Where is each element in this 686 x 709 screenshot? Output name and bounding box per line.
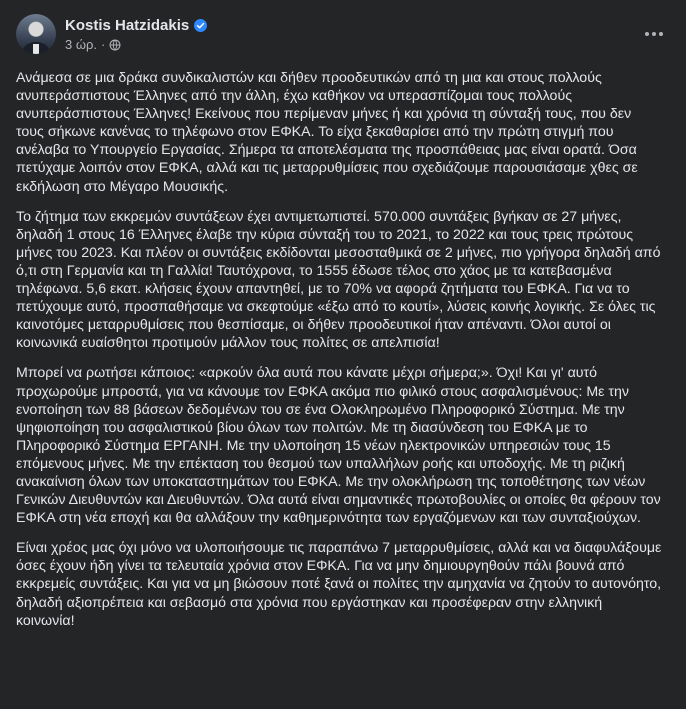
post-paragraph-4: Είναι χρέος μας όχι μόνο να υλοποιήσουμε τις παραπάνω 7 μεταρρυθμίσεις, αλλά και να διαφυλάξουμε όσες έχουν ήδη γίνει τα τελευταία χρόνια στον ΕΦΚΑ. Για να μην δημιουργηθούν πάλι βουνά από εκκρεμείς συντάξεις. Και για να μη βιώσουν ποτέ ξανά οι πολίτες την αμηχανία να ζητούν το αυτονόητο, δηλαδή αξιοπρέπεια και σεβασμό στα χρόνια που εργάστηκαν και προσέφεραν στην ελληνική κοινωνία! <box>16 540 662 629</box>
more-dot <box>652 32 656 36</box>
post-paragraph-2: Το ζήτημα των εκκρεμών συντάξεων έχει αντιμετωπιστεί. 570.000 συντάξεις βγήκαν σε 27 μήνες, δηλαδή 1 στους 16 Έλληνες έλαβε την κύρια σύνταξή του το 2021, το 2022 και τους τρεις πρώτους μήνες του 2023. Και πλέον οι συντάξεις εκδίδονται μεσοσταθμικά σε 2 μήνες, πιο γρήγορα δηλαδή από ό,τι στη Γερμανία και τη Γαλλία! Ταυτόχρονα, το 1555 έδωσε τέλος στο χάος με τα κατεβασμένα τηλέφωνα. 5,6 εκατ. κλήσεις έχουν απαντηθεί, με το 70% να αφορά ζητήματα του ΕΦΚΑ. Για να το πετύχουμε αυτό, προσπαθήσαμε να σκεφτούμε «έξω από το κουτί», λύσεις κοινής λογικής. Σε όλες τις καινοτόμες μεταρρυθμίσεις που θεσπίσαμε, οι δήθεν προοδευτικοί ήταν απέναντι. Όλοι αυτοί οι κοινωνικά ευαίσθητοι προτιμούν μάλλον τους πολίτες σε απελπισία! <box>16 208 661 352</box>
author-avatar[interactable] <box>16 14 56 54</box>
verified-badge-icon <box>194 19 207 32</box>
post-paragraph-1: Ανάμεσα σε μια δράκα συνδικαλιστών και δήθεν προοδευτικών από τη μια και στους πολλούς ανυπεράσπιστους Έλληνες από την άλλη, έχω καθήκον να υπερασπίζομαι τους πολλούς ανυπεράσπιστους Έλληνες! Εκείνους που περίμεναν μήνες ή και χρόνια τη σύνταξή τους, που δεν τους σήκωνε κανένας το τηλέφωνο στον ΕΦΚΑ. Το είχα ξεκαθαρίσει από την πρώτη στιγμή που ανέλαβα το Υπουργείο Εργασίας. Σήμερα τα αποτελέσματα της προσπάθειας μας είναι ορατά. Όσα πετύχαμε λοιπόν στον ΕΦΚΑ, αλλά και τις μεταρρυθμίσεις που σχεδιάζουμε παρουσιάσαμε χθες σε εκδήλωση στο Μέγαρο Μουσικής. <box>16 70 638 195</box>
post-paragraph-3: Μπορεί να ρωτήσει κάποιος: «αρκούν όλα αυτά που κάνατε μέχρι σήμερα;». Όχι! Και γι' αυτό προχωρούμε μπροστά, για να κάνουμε τον ΕΦΚΑ ακόμα πιο φιλικό στους ασφαλισμένους: Με την ενοποίηση των 88 βάσεων δεδομένων του σε ένα Ολοκληρωμένο Πληροφορικό Σύστημα. Με την ψηφιοποίηση του ασφαλιστικού βίου όλων των πολιτών. Με τη διασύνδεση του ΕΦΚΑ με το Πληροφορικό Σύστημα ΕΡΓΑΝΗ. Με την υλοποίηση 15 νέων ηλεκτρονικών υπηρεσιών τους 15 επόμενους μήνες. Με την επέκταση του θεσμού των υπαλλήλων ροής και υποδοχής. Με τη ριζική ανακαίνιση όλων των υποκαταστημάτων του ΕΦΚΑ. Με την ολοκλήρωση της τοποθέτησης των νέων Γενικών Διευθυντών και Διευθυντών. Όλα αυτά είναι σημαντικές πρωτοβουλίες οι οποίες θα φέρουν τον ΕΦΚΑ στη νέα εποχή και θα αλλάξουν την καθημερινότητα των εργαζόμενων και των συνταξιούχων. <box>16 365 661 527</box>
more-dot <box>645 32 649 36</box>
author-info <box>65 16 207 53</box>
meta-separator: · <box>101 36 106 52</box>
post-timestamp[interactable]: 3 ώρ. <box>65 36 97 52</box>
author-name-row <box>65 16 207 35</box>
post-header <box>16 12 670 56</box>
author-name[interactable]: Kostis Hatzidakis <box>65 16 190 34</box>
post-text <box>16 69 662 642</box>
post-meta <box>65 36 207 53</box>
avatar-collar <box>33 44 39 54</box>
more-dot <box>659 32 663 36</box>
globe-icon[interactable] <box>109 38 121 50</box>
more-options-icon[interactable] <box>638 20 670 48</box>
